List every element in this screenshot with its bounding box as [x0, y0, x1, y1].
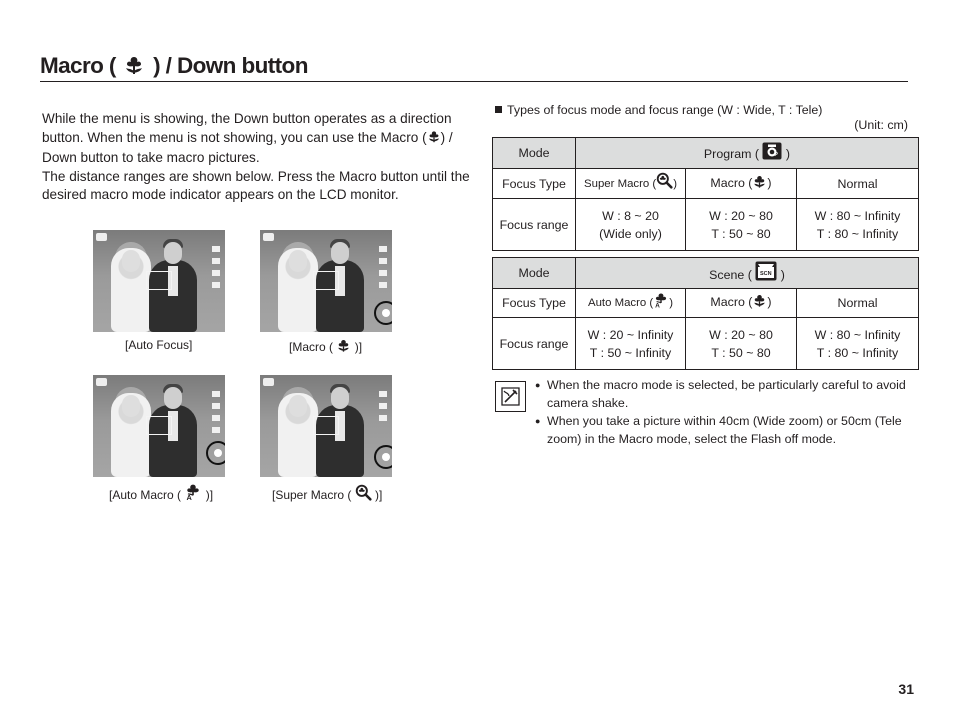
intro-paragraph-1: While the menu is showing, the Down button operates as a direction button. When the menu is not showing, you can use the Macro ( ) / Down button to take macro pictures.: [42, 111, 453, 166]
focus-frame: [146, 271, 172, 290]
focus-type-super-macro: Super Macro ( ): [576, 169, 686, 199]
auto-macro-indicator-highlight: [206, 441, 225, 465]
focus-frame: [146, 416, 172, 435]
program-mode-icon: [96, 233, 107, 241]
note-item: ● When the macro mode is selected, be particularly careful to avoid camera shake.: [535, 376, 911, 412]
scene-mode-icon: [96, 378, 107, 386]
caption-auto-macro: [Auto Macro ( A )]: [109, 483, 213, 504]
program-focus-table: [492, 137, 919, 251]
intro-paragraph-2: The distance ranges are shown below. Press the Macro button until the desired macro mode indicator appears on the LCD monitor.: [42, 168, 470, 203]
super-macro-icon: [355, 484, 372, 504]
focus-type-macro: Macro ( ): [686, 289, 797, 318]
note-icon: [495, 381, 526, 412]
focus-range-super-macro: W : 8 ~ 20 (Wide only): [576, 199, 686, 251]
macro-flower-icon: [752, 293, 767, 313]
focus-type-label-cell: Focus Type: [493, 169, 576, 199]
notes-list: [535, 376, 911, 448]
mode-value-cell: Program ( P ): [576, 138, 919, 169]
macro-flower-icon: [123, 54, 145, 82]
scene-focus-table: [492, 257, 919, 370]
svg-text:A: A: [186, 493, 193, 501]
focus-frame: [313, 271, 339, 290]
super-macro-indicator-highlight: [374, 445, 392, 469]
svg-text:P: P: [774, 151, 779, 158]
auto-macro-icon: [184, 483, 202, 504]
focus-type-normal: Normal: [797, 169, 919, 199]
focus-type-auto-macro: Auto Macro ( A ): [576, 289, 686, 318]
macro-flower-icon: [752, 174, 767, 194]
square-bullet-icon: [495, 106, 502, 113]
program-mode-icon: [263, 233, 274, 241]
focus-range-label-cell: Focus range: [493, 318, 576, 370]
mode-label-cell: Mode: [493, 138, 576, 169]
caption-macro: [Macro ( )]: [289, 340, 363, 354]
focus-type-normal: Normal: [797, 289, 919, 318]
focus-type-macro: Macro ( ): [686, 169, 797, 199]
unit-label: (Unit: cm): [854, 118, 908, 132]
focus-range-macro: W : 20 ~ 80 T : 50 ~ 80: [686, 199, 797, 251]
focus-range-normal: W : 80 ~ Infinity T : 80 ~ Infinity: [797, 199, 919, 251]
caption-auto-focus: [Auto Focus]: [125, 338, 193, 352]
thumbnail-macro: [260, 230, 392, 332]
thumbnail-super-macro: [260, 375, 392, 477]
macro-indicator-highlight: [374, 301, 392, 325]
page-title: Macro ( ) / Down button: [40, 53, 308, 82]
scene-mode-icon: [755, 261, 777, 286]
intro-text: [42, 110, 470, 205]
program-mode-icon: [762, 142, 782, 165]
focus-range-macro: W : 20 ~ 80 T : 50 ~ 80: [686, 318, 797, 370]
macro-flower-icon: [427, 129, 441, 150]
thumbnail-auto-macro: [93, 375, 225, 477]
page-number: 31: [898, 681, 914, 697]
focus-range-auto-macro: W : 20 ~ Infinity T : 50 ~ Infinity: [576, 318, 686, 370]
super-macro-icon: [656, 172, 673, 195]
mode-label-cell: Mode: [493, 258, 576, 289]
types-note: Types of focus mode and focus range (W : Wide, T : Tele): [495, 103, 822, 117]
mode-value-cell: Scene ( SCN ): [576, 258, 919, 289]
auto-macro-icon: [653, 292, 669, 314]
focus-range-label-cell: Focus range: [493, 199, 576, 251]
caption-super-macro: [Super Macro ( )]: [272, 484, 382, 504]
svg-text:SCN: SCN: [760, 270, 772, 277]
note-item: ● When you take a picture within 40cm (Wide zoom) or 50cm (Tele zoom) in the Macro mode, select the Flash off mode.: [535, 412, 911, 448]
title-rule: [40, 81, 908, 82]
svg-text:A: A: [655, 302, 661, 308]
focus-type-label-cell: Focus Type: [493, 289, 576, 318]
focus-range-normal: W : 80 ~ Infinity T : 80 ~ Infinity: [797, 318, 919, 370]
macro-flower-icon: [336, 338, 351, 356]
focus-frame: [313, 416, 339, 435]
thumbnail-auto-focus: [93, 230, 225, 332]
program-mode-icon: [263, 378, 274, 386]
